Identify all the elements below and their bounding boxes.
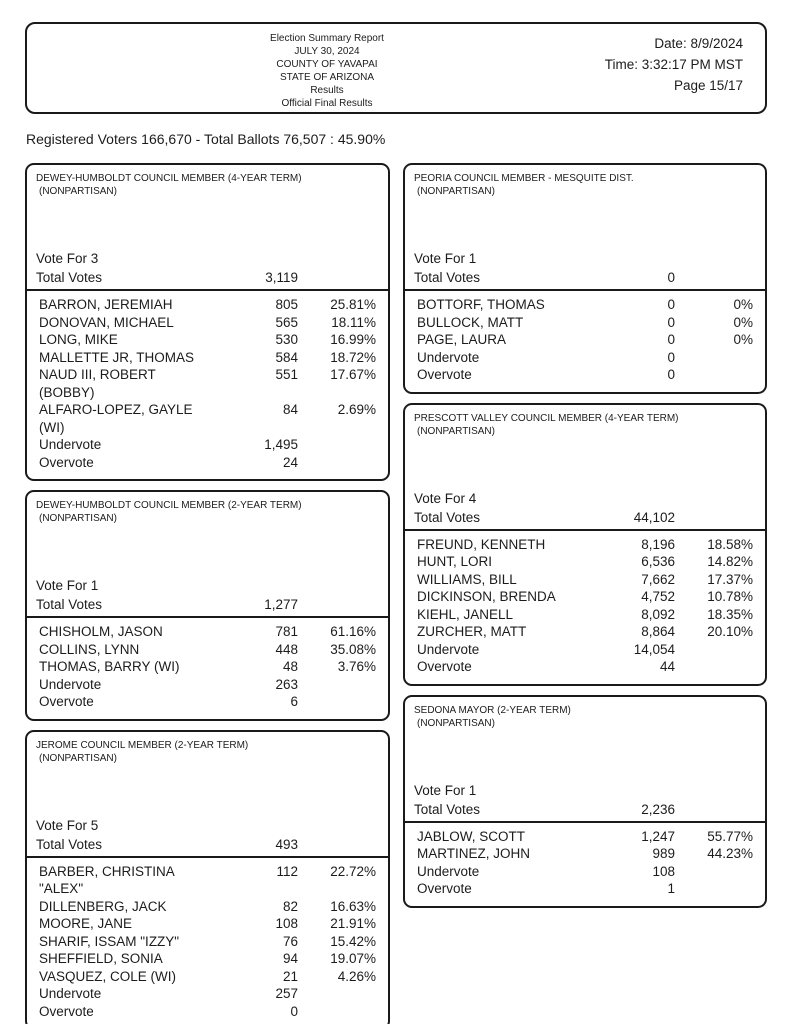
vote-for-label: Vote For 1 bbox=[414, 251, 477, 266]
candidate-percent: 10.78% bbox=[707, 589, 753, 604]
candidate-rows bbox=[405, 529, 765, 684]
contest-subtitle: (NONPARTISAN) bbox=[417, 425, 495, 437]
candidate-row bbox=[417, 606, 753, 624]
candidate-row bbox=[417, 366, 753, 384]
candidate-row bbox=[39, 641, 376, 659]
contest-box bbox=[25, 490, 390, 721]
total-votes-row bbox=[405, 508, 765, 529]
candidate-percent: 19.07% bbox=[330, 951, 376, 966]
candidate-percent bbox=[675, 349, 753, 367]
candidate-name: ZURCHER, MATT bbox=[417, 624, 527, 639]
candidate-votes: 8,092 bbox=[641, 606, 675, 622]
total-votes-label: Total Votes bbox=[36, 270, 103, 285]
total-votes-value: 3,119 bbox=[265, 270, 298, 285]
candidate-name: HUNT, LORI bbox=[417, 554, 493, 569]
candidate-name: MALLETTE JR, THOMAS bbox=[39, 349, 195, 365]
contest-title: PEORIA COUNCIL MEMBER - MESQUITE DIST. bbox=[414, 173, 634, 184]
contest-title: DEWEY-HUMBOLDT COUNCIL MEMBER (4-YEAR TERM) bbox=[36, 173, 302, 184]
candidate-name: Overvote bbox=[39, 454, 94, 470]
candidate-name: WILLIAMS, BILL bbox=[417, 571, 517, 587]
candidate-percent: 18.58% bbox=[707, 536, 753, 552]
candidate-name: CHISHOLM, JASON bbox=[39, 624, 163, 639]
candidate-row bbox=[39, 314, 376, 332]
vote-for-label: Vote For 5 bbox=[36, 817, 99, 833]
candidate-row bbox=[39, 331, 376, 349]
candidate-percent: 15.42% bbox=[330, 933, 376, 949]
candidate-percent: 4.26% bbox=[337, 968, 376, 984]
candidate-name: KIEHL, JANELL bbox=[417, 606, 514, 622]
total-votes-value: 0 bbox=[667, 270, 675, 285]
candidate-votes: 6,536 bbox=[641, 554, 675, 569]
candidate-percent bbox=[675, 880, 753, 898]
candidate-votes: 44 bbox=[659, 659, 675, 674]
candidate-votes: 21 bbox=[282, 968, 298, 984]
candidate-votes: 1 bbox=[667, 881, 675, 896]
contest-box bbox=[25, 163, 390, 481]
time-label: Time: 3:32:17 PM MST bbox=[604, 57, 743, 72]
contest-title: PRESCOTT VALLEY COUNCIL MEMBER (4-YEAR TERM) bbox=[414, 412, 679, 424]
results-right-column bbox=[403, 163, 767, 908]
candidate-percent: 0% bbox=[733, 332, 753, 347]
candidate-name: Overvote bbox=[417, 367, 472, 382]
report-state-line: STATE OF ARIZONA bbox=[279, 72, 375, 83]
candidate-votes: 805 bbox=[275, 297, 298, 312]
candidate-percent bbox=[675, 863, 753, 881]
candidate-row bbox=[417, 553, 753, 571]
vote-for-label: Vote For 4 bbox=[414, 490, 477, 506]
report-date-line: JULY 30, 2024 bbox=[294, 46, 360, 57]
candidate-votes: 82 bbox=[282, 898, 298, 914]
candidate-name: MARTINEZ, JOHN bbox=[417, 846, 531, 861]
candidate-percent bbox=[298, 436, 376, 454]
candidate-name: DILLENBERG, JACK bbox=[39, 898, 167, 914]
candidate-name: VASQUEZ, COLE (WI) bbox=[39, 968, 177, 984]
report-official-line: Official Final Results bbox=[281, 98, 373, 109]
report-results-line: Results bbox=[310, 85, 344, 96]
candidate-votes: 14,054 bbox=[633, 641, 675, 657]
candidate-name: NAUD III, ROBERT (BOBBY) bbox=[39, 367, 156, 400]
candidate-percent: 14.82% bbox=[707, 554, 753, 569]
candidate-votes: 0 bbox=[667, 314, 675, 330]
candidate-percent: 18.11% bbox=[331, 314, 376, 330]
candidate-percent bbox=[298, 676, 376, 694]
candidate-percent bbox=[298, 693, 376, 711]
candidate-votes: 565 bbox=[275, 314, 298, 330]
candidate-row bbox=[417, 828, 753, 846]
contest-subtitle: (NONPARTISAN) bbox=[417, 186, 495, 197]
candidate-name: Overvote bbox=[39, 694, 94, 709]
candidate-percent: 17.67% bbox=[330, 367, 376, 382]
candidate-row bbox=[39, 676, 376, 694]
candidate-name: COLLINS, LYNN bbox=[39, 641, 140, 657]
candidate-percent: 44.23% bbox=[707, 846, 753, 861]
candidate-votes: 0 bbox=[667, 297, 675, 312]
candidate-name: DICKINSON, BRENDA bbox=[417, 589, 556, 604]
candidate-percent: 22.72% bbox=[330, 863, 376, 879]
page-label: Page 15/17 bbox=[673, 78, 743, 93]
candidate-name: BARRON, JEREMIAH bbox=[39, 297, 173, 312]
candidate-votes: 76 bbox=[282, 933, 298, 949]
total-votes-label: Total Votes bbox=[414, 801, 481, 817]
vote-for-label: Vote For 3 bbox=[36, 251, 99, 266]
candidate-name: BULLOCK, MATT bbox=[417, 314, 524, 330]
candidate-votes: 551 bbox=[275, 367, 298, 382]
candidate-votes: 4,752 bbox=[641, 589, 675, 604]
total-votes-row bbox=[27, 835, 388, 856]
report-county-line: COUNTY OF YAVAPAI bbox=[276, 59, 378, 70]
candidate-rows bbox=[27, 616, 388, 719]
candidate-row bbox=[39, 454, 376, 472]
total-votes-value: 2,236 bbox=[641, 801, 675, 817]
candidate-votes: 48 bbox=[282, 659, 298, 674]
contest-box bbox=[25, 730, 390, 1024]
contest-head bbox=[405, 697, 765, 781]
candidate-name: Undervote bbox=[417, 641, 480, 657]
contest-head bbox=[405, 165, 765, 249]
candidate-percent: 0% bbox=[733, 297, 753, 312]
contest-box bbox=[403, 695, 767, 908]
candidate-name: Undervote bbox=[39, 676, 102, 692]
candidate-row bbox=[39, 366, 376, 401]
candidate-name: MOORE, JANE bbox=[39, 916, 133, 931]
candidate-name: DONOVAN, MICHAEL bbox=[39, 314, 174, 330]
registered-voters-summary: Registered Voters 166,670 - Total Ballots 76,507 : 45.90% bbox=[26, 131, 386, 147]
contest-head bbox=[27, 732, 388, 816]
total-votes-row bbox=[405, 268, 765, 289]
candidate-votes: 584 bbox=[275, 349, 298, 365]
candidate-votes: 84 bbox=[282, 402, 298, 417]
candidate-row bbox=[39, 623, 376, 641]
candidate-votes: 989 bbox=[652, 846, 675, 861]
candidate-votes: 530 bbox=[275, 332, 298, 347]
candidate-row bbox=[39, 968, 376, 986]
candidate-row bbox=[39, 898, 376, 916]
candidate-percent bbox=[298, 985, 376, 1003]
candidate-row bbox=[39, 933, 376, 951]
candidate-votes: 263 bbox=[275, 676, 298, 692]
total-votes-label: Total Votes bbox=[414, 270, 481, 285]
candidate-name: THOMAS, BARRY (WI) bbox=[39, 659, 180, 674]
date-label: Date: 8/9/2024 bbox=[654, 36, 743, 51]
candidate-votes: 1,495 bbox=[264, 437, 298, 452]
candidate-name: Undervote bbox=[39, 437, 102, 452]
candidate-row bbox=[417, 296, 753, 314]
contest-subtitle: (NONPARTISAN) bbox=[417, 717, 495, 729]
candidate-rows bbox=[405, 821, 765, 906]
candidate-name: PAGE, LAURA bbox=[417, 332, 507, 347]
total-votes-row bbox=[27, 268, 388, 289]
total-votes-row bbox=[27, 595, 388, 616]
contest-box bbox=[403, 403, 767, 686]
candidate-row bbox=[417, 880, 753, 898]
candidate-row bbox=[39, 985, 376, 1003]
candidate-votes: 257 bbox=[275, 986, 298, 1001]
candidate-percent: 16.63% bbox=[330, 898, 376, 914]
contest-title: DEWEY-HUMBOLDT COUNCIL MEMBER (2-YEAR TERM) bbox=[36, 500, 302, 511]
candidate-votes: 8,196 bbox=[641, 536, 675, 552]
candidate-votes: 0 bbox=[667, 367, 675, 382]
candidate-votes: 0 bbox=[290, 1003, 298, 1019]
contest-subtitle: (NONPARTISAN) bbox=[39, 752, 117, 764]
candidate-row bbox=[417, 536, 753, 554]
total-votes-value: 44,102 bbox=[633, 509, 675, 525]
candidate-row bbox=[39, 658, 376, 676]
contest-subtitle: (NONPARTISAN) bbox=[39, 513, 117, 524]
report-title-line: Election Summary Report bbox=[270, 33, 384, 44]
total-votes-value: 1,277 bbox=[264, 597, 298, 612]
candidate-name: JABLOW, SCOTT bbox=[417, 828, 526, 844]
total-votes-value: 493 bbox=[275, 836, 298, 852]
candidate-percent bbox=[298, 454, 376, 472]
candidate-votes: 112 bbox=[276, 863, 298, 879]
candidate-votes: 448 bbox=[275, 641, 298, 657]
candidate-row bbox=[39, 436, 376, 454]
candidate-name: Undervote bbox=[417, 863, 480, 879]
candidate-name: Overvote bbox=[417, 881, 472, 896]
contest-title: SEDONA MAYOR (2-YEAR TERM) bbox=[414, 704, 571, 716]
candidate-row bbox=[417, 623, 753, 641]
candidate-votes: 94 bbox=[282, 951, 298, 966]
candidate-row bbox=[417, 845, 753, 863]
candidate-name: SHARIF, ISSAM "IZZY" bbox=[39, 933, 180, 949]
candidate-votes: 24 bbox=[282, 454, 298, 470]
candidate-percent: 18.35% bbox=[707, 606, 753, 622]
candidate-votes: 6 bbox=[290, 694, 298, 709]
candidate-votes: 7,662 bbox=[641, 571, 675, 587]
candidate-name: SHEFFIELD, SONIA bbox=[39, 951, 163, 966]
candidate-row bbox=[39, 296, 376, 314]
candidate-percent: 0% bbox=[733, 314, 753, 330]
report-header-box bbox=[25, 22, 767, 114]
candidate-row bbox=[417, 314, 753, 332]
candidate-row bbox=[39, 693, 376, 711]
candidate-percent: 35.08% bbox=[330, 641, 376, 657]
candidate-name: Overvote bbox=[39, 1003, 94, 1019]
candidate-name: Undervote bbox=[417, 349, 480, 365]
candidate-name: ALFARO-LOPEZ, GAYLE (WI) bbox=[39, 402, 193, 435]
contest-box bbox=[403, 163, 767, 394]
candidate-percent: 21.91% bbox=[330, 916, 376, 931]
candidate-row bbox=[417, 571, 753, 589]
candidate-percent: 16.99% bbox=[330, 332, 376, 347]
candidate-name: Undervote bbox=[39, 986, 102, 1001]
results-left-column bbox=[25, 163, 390, 1024]
candidate-votes: 0 bbox=[667, 349, 675, 365]
vote-for-label: Vote For 1 bbox=[36, 578, 99, 593]
candidate-percent bbox=[675, 366, 753, 384]
vote-for-label: Vote For 1 bbox=[414, 782, 477, 798]
total-votes-label: Total Votes bbox=[414, 509, 481, 525]
candidate-votes: 8,864 bbox=[641, 624, 675, 639]
candidate-name: BOTTORF, THOMAS bbox=[417, 297, 545, 312]
contest-head bbox=[405, 405, 765, 489]
candidate-percent bbox=[298, 1003, 376, 1021]
candidate-votes: 0 bbox=[667, 332, 675, 347]
report-meta-block bbox=[605, 33, 743, 96]
candidate-percent: 18.72% bbox=[330, 349, 376, 365]
candidate-name: LONG, MIKE bbox=[39, 332, 118, 347]
candidate-row bbox=[417, 588, 753, 606]
candidate-row bbox=[39, 1003, 376, 1021]
candidate-votes: 781 bbox=[275, 624, 298, 639]
total-votes-label: Total Votes bbox=[36, 597, 103, 612]
total-votes-label: Total Votes bbox=[36, 836, 103, 852]
candidate-name: Overvote bbox=[417, 659, 472, 674]
candidate-row bbox=[39, 950, 376, 968]
candidate-percent: 61.16% bbox=[330, 624, 376, 639]
candidate-percent: 2.69% bbox=[337, 402, 376, 417]
candidate-rows bbox=[27, 289, 388, 479]
candidate-votes: 108 bbox=[275, 916, 298, 931]
candidate-votes: 1,247 bbox=[641, 828, 675, 844]
candidate-row bbox=[417, 331, 753, 349]
candidate-row bbox=[417, 658, 753, 676]
candidate-row bbox=[417, 349, 753, 367]
candidate-name: FREUND, KENNETH bbox=[417, 536, 546, 552]
candidate-percent: 3.76% bbox=[337, 659, 376, 674]
total-votes-row bbox=[405, 800, 765, 821]
candidate-rows bbox=[27, 856, 388, 1024]
candidate-percent: 25.81% bbox=[330, 297, 376, 312]
candidate-row bbox=[417, 641, 753, 659]
contest-head bbox=[27, 492, 388, 576]
candidate-row bbox=[417, 863, 753, 881]
candidate-name: BARBER, CHRISTINA "ALEX" bbox=[39, 863, 175, 896]
candidate-votes: 108 bbox=[652, 863, 675, 879]
contest-head bbox=[27, 165, 388, 249]
candidate-row bbox=[39, 349, 376, 367]
candidate-percent bbox=[675, 658, 753, 676]
candidate-row bbox=[39, 915, 376, 933]
candidate-percent: 20.10% bbox=[707, 624, 753, 639]
candidate-percent bbox=[675, 641, 753, 659]
candidate-row bbox=[39, 401, 376, 436]
candidate-percent: 55.77% bbox=[707, 828, 753, 844]
candidate-row bbox=[39, 863, 376, 898]
contest-subtitle: (NONPARTISAN) bbox=[39, 186, 117, 197]
candidate-rows bbox=[405, 289, 765, 392]
candidate-percent: 17.37% bbox=[707, 571, 753, 587]
report-title-block bbox=[187, 32, 467, 110]
contest-title: JEROME COUNCIL MEMBER (2-YEAR TERM) bbox=[36, 739, 249, 751]
